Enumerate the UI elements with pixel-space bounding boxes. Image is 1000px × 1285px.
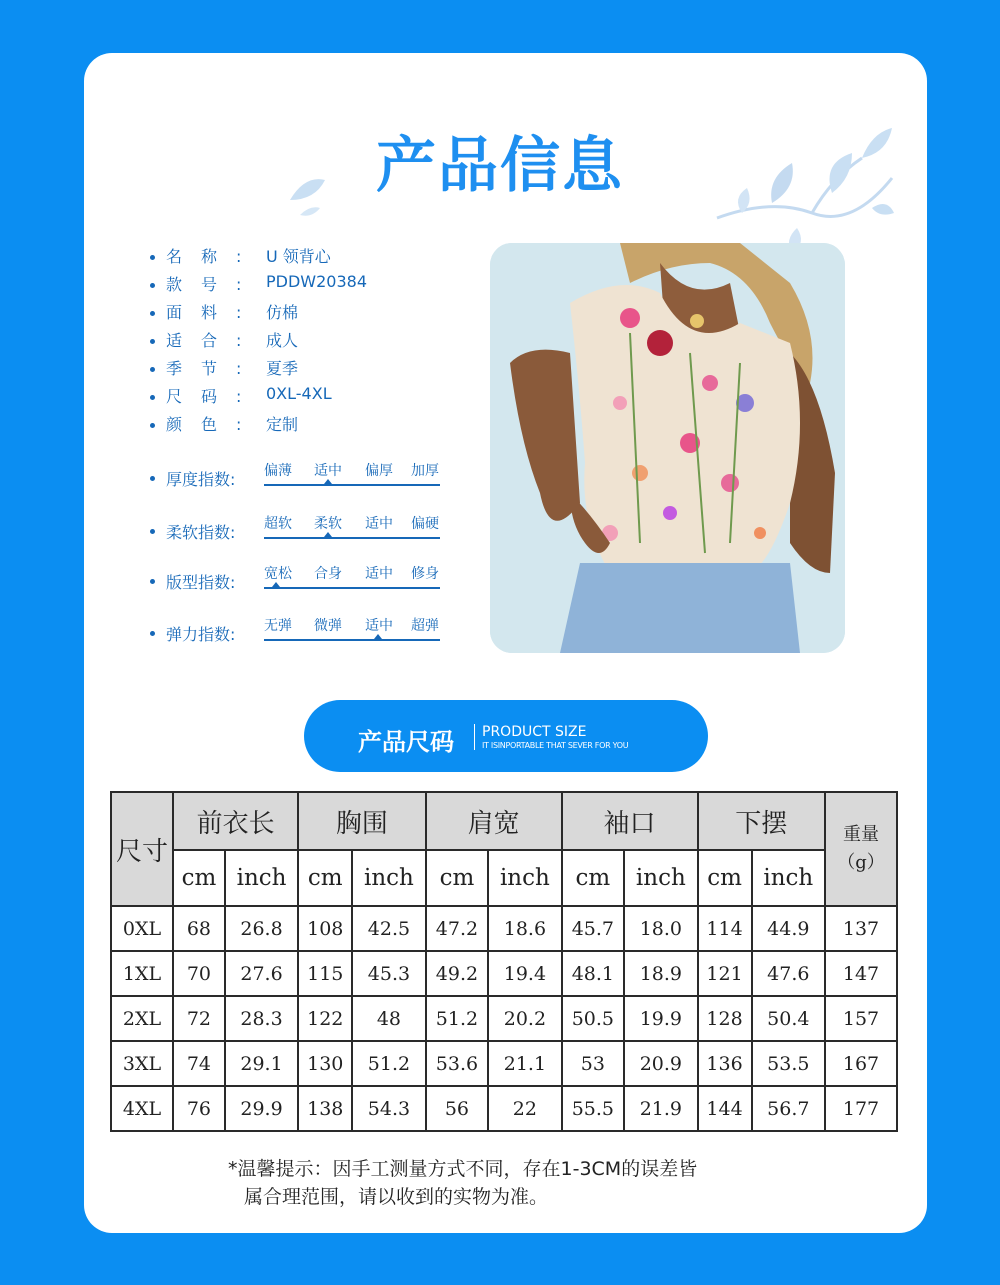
info-row-name: 名称: U 领背心: [150, 244, 470, 272]
unit-cell: inch: [752, 850, 825, 906]
bullet-icon: [150, 311, 155, 316]
index-option: 加厚: [411, 463, 439, 479]
table-cell: 44.9: [752, 906, 825, 951]
table-cell: 53.6: [426, 1041, 489, 1086]
table-cell: 49.2: [426, 951, 489, 996]
table-cell: 48: [352, 996, 425, 1041]
fit-index: 版型指数: 宽松 合身 适中 修身: [150, 567, 450, 607]
bullet-icon: [150, 579, 155, 584]
index-option: 修身: [411, 566, 439, 582]
softness-index: 柔软指数: 超软 柔软 适中 偏硬: [150, 517, 450, 557]
measurement-note: [228, 1155, 697, 1211]
info-row-season: 季节: 夏季: [150, 356, 470, 384]
table-unit-row: [111, 850, 897, 906]
table-cell: 76: [173, 1086, 225, 1131]
unit-cell: cm: [298, 850, 352, 906]
table-cell: 47.6: [752, 951, 825, 996]
index-option: 适中: [365, 618, 393, 634]
index-bar: [264, 537, 440, 539]
index-option: 适中: [314, 463, 342, 479]
table-cell: 157: [825, 996, 897, 1041]
size-banner-subtitle: PRODUCT SIZE: [482, 724, 587, 740]
index-marker-icon: [272, 582, 280, 587]
size-column-header: 尺寸: [111, 792, 173, 906]
size-label-cell: 1XL: [111, 951, 173, 996]
table-cell: 68: [173, 906, 225, 951]
table-header-row: [111, 792, 897, 850]
table-cell: 50.5: [562, 996, 625, 1041]
table-cell: 18.9: [624, 951, 697, 996]
size-label-cell: 2XL: [111, 996, 173, 1041]
page-title: 产品信息: [376, 131, 624, 201]
note-line: *温馨提示：因手工测量方式不同，存在1-3CM的误差皆: [228, 1158, 698, 1180]
index-option: 适中: [365, 516, 393, 532]
table-cell: 45.3: [352, 951, 425, 996]
index-option: 无弹: [264, 618, 292, 634]
size-label-cell: 0XL: [111, 906, 173, 951]
table-cell: 26.8: [225, 906, 298, 951]
table-cell: 114: [698, 906, 752, 951]
table-cell: 136: [698, 1041, 752, 1086]
index-option: 偏薄: [264, 463, 292, 479]
table-cell: 19.9: [624, 996, 697, 1041]
table-cell: 21.9: [624, 1086, 697, 1131]
table-row: [111, 906, 897, 951]
table-cell: 47.2: [426, 906, 489, 951]
table-cell: 45.7: [562, 906, 625, 951]
bullet-icon: [150, 339, 155, 344]
index-option: 适中: [365, 566, 393, 582]
table-cell: 29.9: [225, 1086, 298, 1131]
table-cell: 177: [825, 1086, 897, 1131]
table-cell: 108: [298, 906, 352, 951]
table-cell: 74: [173, 1041, 225, 1086]
table-cell: 50.4: [752, 996, 825, 1041]
unit-cell: cm: [173, 850, 225, 906]
thickness-index: 厚度指数: 偏薄 适中 偏厚 加厚: [150, 464, 450, 504]
info-row-size: 尺码: 0XL-4XL: [150, 384, 470, 412]
info-row-color: 颜色: 定制: [150, 412, 470, 440]
info-row-style-number: 款号: PDDW20384: [150, 272, 470, 300]
info-row-suitable: 适合: 成人: [150, 328, 470, 356]
table-row: [111, 1086, 897, 1131]
table-cell: 19.4: [488, 951, 561, 996]
product-size-banner: [304, 700, 708, 772]
banner-divider: [474, 724, 475, 750]
bullet-icon: [150, 476, 155, 481]
table-row: [111, 1041, 897, 1086]
table-cell: 54.3: [352, 1086, 425, 1131]
index-option: 柔软: [314, 516, 342, 532]
index-option: 宽松: [264, 566, 292, 582]
table-cell: 130: [298, 1041, 352, 1086]
table-cell: 28.3: [225, 996, 298, 1041]
weight-column-header: 重量（g）: [825, 792, 897, 906]
unit-cell: cm: [562, 850, 625, 906]
info-row-fabric: 面料: 仿棉: [150, 300, 470, 328]
index-marker-icon: [374, 634, 382, 639]
table-cell: 48.1: [562, 951, 625, 996]
table-row: [111, 951, 897, 996]
unit-cell: cm: [426, 850, 489, 906]
table-cell: 121: [698, 951, 752, 996]
table-cell: 27.6: [225, 951, 298, 996]
table-cell: 55.5: [562, 1086, 625, 1131]
unit-cell: inch: [624, 850, 697, 906]
table-cell: 128: [698, 996, 752, 1041]
table-cell: 70: [173, 951, 225, 996]
size-table: [110, 791, 898, 1132]
size-banner-tagline: IT ISINPORTABLE THAT SEVER FOR YOU: [482, 741, 629, 750]
table-cell: 51.2: [352, 1041, 425, 1086]
table-row: [111, 996, 897, 1041]
index-bar: [264, 484, 440, 486]
table-cell: 137: [825, 906, 897, 951]
table-cell: 56: [426, 1086, 489, 1131]
index-bar: [264, 639, 440, 641]
index-option: 合身: [314, 566, 342, 582]
size-table-body: [111, 906, 897, 1131]
table-cell: 144: [698, 1086, 752, 1131]
size-label-cell: 4XL: [111, 1086, 173, 1131]
table-cell: 18.6: [488, 906, 561, 951]
table-cell: 122: [298, 996, 352, 1041]
unit-cell: inch: [225, 850, 298, 906]
unit-cell: cm: [698, 850, 752, 906]
bullet-icon: [150, 423, 155, 428]
index-option: 微弹: [314, 618, 342, 634]
bullet-icon: [150, 395, 155, 400]
table-cell: 20.2: [488, 996, 561, 1041]
table-cell: 53: [562, 1041, 625, 1086]
elasticity-index: 弹力指数: 无弹 微弹 适中 超弹: [150, 619, 450, 659]
index-option: 偏厚: [365, 463, 393, 479]
bullet-icon: [150, 283, 155, 288]
table-group-header: 肩宽: [426, 792, 562, 850]
table-group-header: 胸围: [298, 792, 425, 850]
table-cell: 51.2: [426, 996, 489, 1041]
bullet-icon: [150, 255, 155, 260]
table-group-header: 前衣长: [173, 792, 298, 850]
table-cell: 18.0: [624, 906, 697, 951]
table-group-header: 下摆: [698, 792, 825, 850]
index-option: 偏硬: [411, 516, 439, 532]
table-cell: 21.1: [488, 1041, 561, 1086]
bullet-icon: [150, 367, 155, 372]
product-photo: [490, 243, 845, 653]
index-option: 超软: [264, 516, 292, 532]
table-group-header: 袖口: [562, 792, 698, 850]
table-cell: 56.7: [752, 1086, 825, 1131]
size-label-cell: 3XL: [111, 1041, 173, 1086]
table-cell: 53.5: [752, 1041, 825, 1086]
size-banner-title: 产品尺码: [358, 728, 454, 756]
table-cell: 167: [825, 1041, 897, 1086]
table-cell: 22: [488, 1086, 561, 1131]
index-marker-icon: [324, 479, 332, 484]
note-line: 属合理范围，请以收到的实物为准。: [244, 1186, 549, 1208]
table-cell: 72: [173, 996, 225, 1041]
index-marker-icon: [324, 532, 332, 537]
unit-cell: inch: [352, 850, 425, 906]
index-option: 超弹: [411, 618, 439, 634]
table-cell: 20.9: [624, 1041, 697, 1086]
index-bar: [264, 587, 440, 589]
table-cell: 147: [825, 951, 897, 996]
table-cell: 115: [298, 951, 352, 996]
table-cell: 138: [298, 1086, 352, 1131]
unit-cell: inch: [488, 850, 561, 906]
table-cell: 29.1: [225, 1041, 298, 1086]
bullet-icon: [150, 529, 155, 534]
table-cell: 42.5: [352, 906, 425, 951]
bullet-icon: [150, 631, 155, 636]
